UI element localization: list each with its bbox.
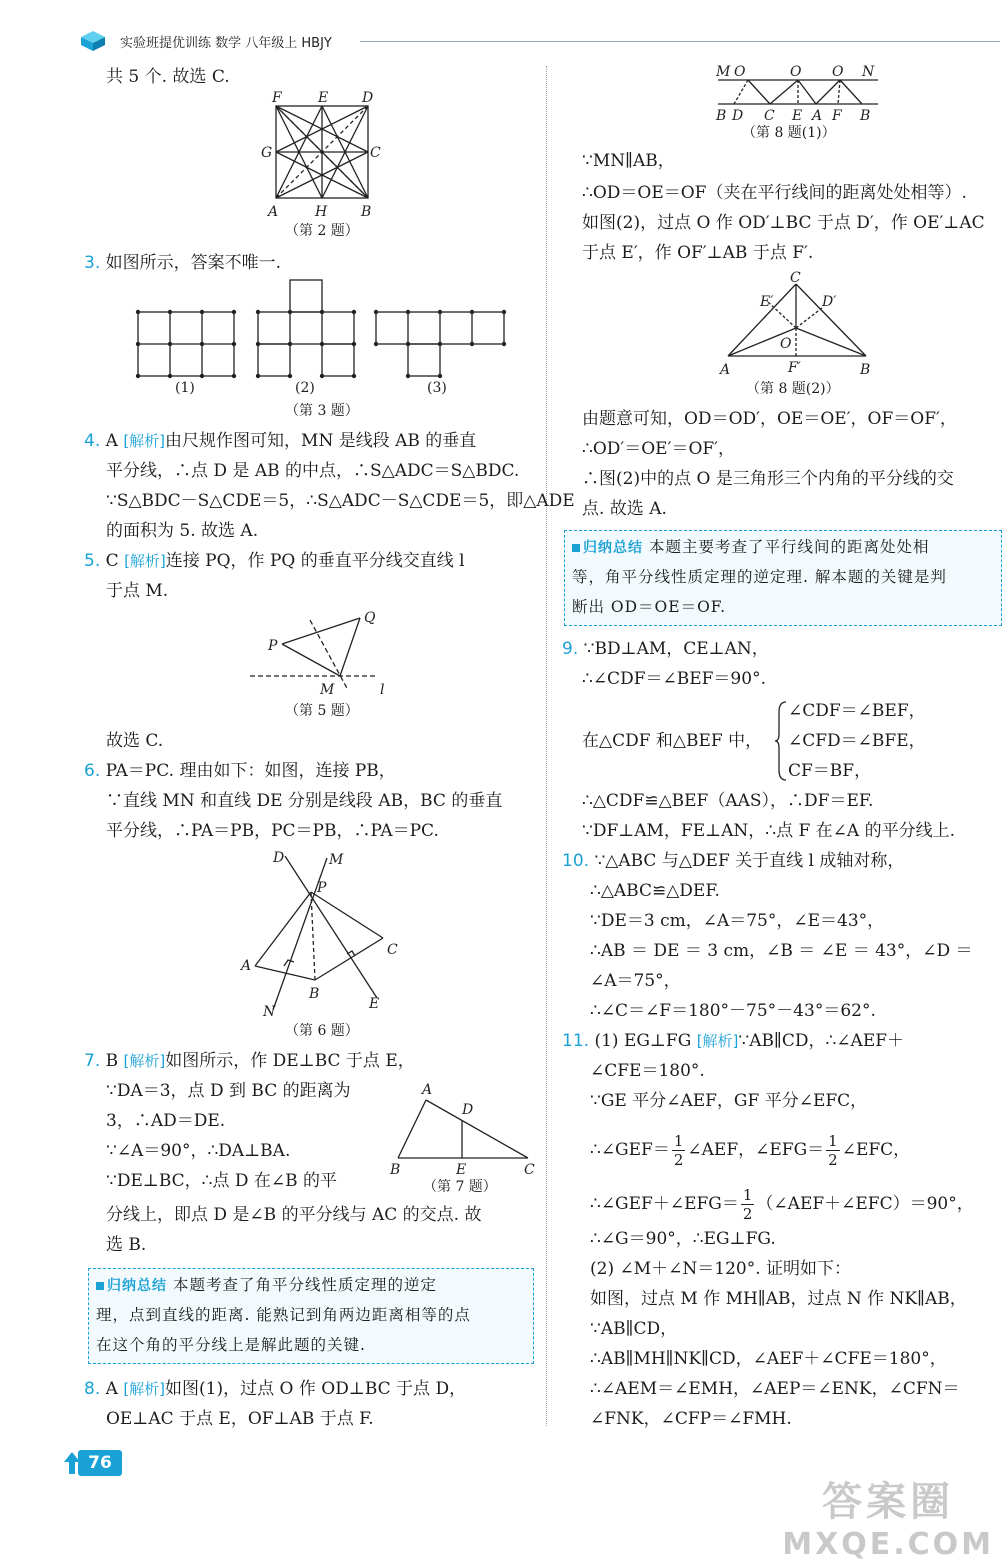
figure-q3 bbox=[130, 280, 510, 380]
svg-text:O: O bbox=[734, 64, 746, 80]
svg-text:M: M bbox=[716, 64, 731, 80]
summary-line: 等，角平分线性质定理的逆定理. 解本题的关键是判 bbox=[572, 568, 947, 586]
text-line: OE⊥AC 于点 E，OF⊥AB 于点 F. bbox=[106, 1409, 374, 1429]
fraction bbox=[826, 1132, 840, 1169]
bullet-icon bbox=[572, 544, 580, 552]
svg-text:E: E bbox=[318, 90, 329, 106]
watermark bbox=[782, 1470, 994, 1562]
text: 本题主要考查了平行线间的距离处处相 bbox=[648, 538, 930, 556]
text-line: ∠FNK，∠CFP＝∠FMH. bbox=[590, 1409, 792, 1429]
question-8 bbox=[84, 1378, 466, 1400]
question-number: 6. bbox=[84, 761, 101, 781]
figure-caption: （第 2 题） bbox=[285, 223, 359, 239]
figure-caption: （第 8 题(1)） bbox=[742, 125, 836, 141]
svg-text:B: B bbox=[860, 362, 871, 378]
text-line: 3，∴AD＝DE. bbox=[106, 1111, 226, 1131]
svg-text:B: B bbox=[309, 986, 320, 1002]
answer: A bbox=[105, 431, 118, 451]
numerator: 1 bbox=[828, 1132, 838, 1150]
svg-text:B: B bbox=[390, 1162, 401, 1178]
svg-text:O: O bbox=[790, 64, 802, 80]
question-number: 8. bbox=[84, 1379, 101, 1399]
text-line: ∠CFE＝180°. bbox=[590, 1061, 705, 1081]
text: ∴∠GEF＋∠EFG＝ bbox=[590, 1194, 739, 1214]
text: ∵△ABC 与△DEF 关于直线 l 成轴对称， bbox=[594, 851, 905, 871]
figure-caption: （第 5 题） bbox=[285, 703, 359, 719]
text-line: ∵S△BDC－S△CDE＝5，∴S△ADC－S△CDE＝5，即△ADE bbox=[106, 491, 575, 511]
text: （∠AEF＋∠EFC）＝90°， bbox=[756, 1194, 974, 1214]
svg-text:A: A bbox=[720, 362, 731, 378]
svg-text:Q: Q bbox=[364, 610, 376, 626]
svg-text:F′: F′ bbox=[788, 360, 801, 376]
text-line: 共 5 个. 故选 C. bbox=[106, 67, 230, 87]
left-brace bbox=[774, 700, 788, 782]
summary-tag: 归纳总结 bbox=[583, 540, 643, 556]
answer: C bbox=[105, 551, 119, 571]
svg-text:P: P bbox=[268, 638, 278, 654]
system-line: CF＝BF， bbox=[788, 761, 872, 781]
svg-text:F: F bbox=[272, 90, 282, 106]
system-line: ∠CFD＝∠BFE， bbox=[788, 731, 926, 751]
summary-line: 理，点到直线的距离. 能熟记到角两边距离相等的点 bbox=[96, 1306, 471, 1324]
text-line: ∴AB∥MH∥NK∥CD，∠AEF＋∠CFE＝180°， bbox=[590, 1349, 947, 1369]
text-line: (2) ∠M＋∠N＝120°. 证明如下： bbox=[590, 1259, 852, 1279]
text: 如图(1)，过点 O 作 OD⊥BC 于点 D， bbox=[165, 1379, 467, 1399]
question-11 bbox=[562, 1030, 904, 1052]
text-line: 如图，过点 M 作 MH∥AB，过点 N 作 NK∥AB， bbox=[590, 1289, 967, 1309]
system-line: ∠CDF＝∠BEF， bbox=[788, 701, 926, 721]
text-line: 的面积为 5. 故选 A. bbox=[106, 521, 259, 541]
figure-q8-1 bbox=[712, 62, 887, 122]
svg-text:O: O bbox=[832, 64, 844, 80]
figure-q7 bbox=[388, 1078, 540, 1178]
figure-caption: （第 8 题(2)） bbox=[746, 381, 840, 397]
text-line: ∵DF⊥AM，FE⊥AN，∴点 F 在∠A 的平分线上. bbox=[582, 821, 956, 841]
figure-q6 bbox=[235, 848, 415, 1018]
text-line: ∵DE⊥BC，∴点 D 在∠B 的平 bbox=[106, 1171, 338, 1191]
figure-caption: （第 6 题） bbox=[285, 1023, 359, 1039]
question-number: 4. bbox=[84, 431, 101, 451]
text: ∠AEF，∠EFG＝ bbox=[687, 1140, 825, 1160]
question-7 bbox=[84, 1050, 415, 1072]
svg-text:D′: D′ bbox=[822, 294, 837, 310]
text-line: ∴OD＝OE＝OF（夹在平行线间的距离处处相等）. bbox=[582, 183, 967, 203]
answer: B bbox=[105, 1051, 119, 1071]
text-line: ∴OD′＝OE′＝OF′， bbox=[582, 439, 736, 459]
text: ∴∠GEF＝ bbox=[590, 1140, 670, 1160]
text-line: ∵GE 平分∠AEF，GF 平分∠EFC， bbox=[590, 1091, 868, 1111]
text-line: ∴∠CDF＝∠BEF＝90°. bbox=[582, 669, 766, 689]
question-5 bbox=[84, 550, 465, 572]
svg-text:G: G bbox=[261, 145, 273, 161]
text-line: ∴AB ＝ DE ＝ 3 cm，∠B ＝ ∠E ＝ 43°，∠D ＝ bbox=[590, 941, 973, 961]
page-header bbox=[80, 30, 1000, 52]
text-line: 分线上，即点 D 是∠B 的平分线与 AC 的交点. 故 bbox=[106, 1205, 482, 1225]
text-line: 由题意可知，OD＝OD′，OE＝OE′，OF＝OF′， bbox=[582, 409, 957, 429]
text-line: 于点 E′，作 OF′⊥AB 于点 F′. bbox=[582, 243, 814, 263]
svg-text:D: D bbox=[362, 90, 374, 106]
text-line: 平分线，∴点 D 是 AB 的中点，∴S△ADC＝S△BDC. bbox=[106, 461, 520, 481]
text: 如图所示，答案不唯一. bbox=[105, 253, 282, 273]
text-line: ∵直线 MN 和直线 DE 分别是线段 AB，BC 的垂直 bbox=[106, 791, 503, 811]
fraction bbox=[672, 1132, 686, 1169]
text-line: ∵AB∥CD， bbox=[590, 1319, 678, 1339]
svg-text:D: D bbox=[732, 108, 744, 124]
summary-line bbox=[572, 536, 929, 559]
text-line: 故选 C. bbox=[106, 731, 164, 751]
svg-text:B: B bbox=[361, 204, 372, 220]
summary-line bbox=[96, 1274, 437, 1297]
sub-caption: (2) bbox=[295, 380, 315, 396]
question-10 bbox=[562, 850, 904, 872]
svg-text:C: C bbox=[764, 108, 775, 124]
analysis-tag: [解析] bbox=[124, 552, 166, 570]
text-line: ∴△ABC≌△DEF. bbox=[590, 881, 720, 901]
question-number: 11. bbox=[562, 1031, 590, 1051]
text-line: ∴∠AEM＝∠EMH，∠AEP＝∠ENK，∠CFN＝ bbox=[590, 1379, 960, 1399]
watermark-url: MXQE.COM bbox=[782, 1527, 994, 1562]
svg-text:C: C bbox=[370, 145, 381, 161]
svg-text:H: H bbox=[315, 204, 328, 220]
answer: A bbox=[105, 1379, 118, 1399]
text-line: 于点 M. bbox=[106, 581, 169, 601]
svg-text:A: A bbox=[268, 204, 279, 220]
analysis-tag: [解析] bbox=[123, 432, 166, 450]
figure-caption: （第 3 题） bbox=[285, 403, 359, 419]
question-number: 9. bbox=[562, 639, 579, 659]
analysis-tag: [解析] bbox=[123, 1380, 166, 1398]
numerator: 1 bbox=[673, 1132, 684, 1150]
svg-text:C: C bbox=[790, 270, 801, 286]
figure-q5 bbox=[248, 606, 398, 696]
denominator: 2 bbox=[673, 1151, 684, 1169]
denominator: 2 bbox=[742, 1205, 753, 1223]
text: ∵AB∥CD，∴∠AEF＋ bbox=[738, 1031, 905, 1051]
svg-text:B: B bbox=[860, 108, 871, 124]
question-number: 5. bbox=[84, 551, 101, 571]
summary-tag: 归纳总结 bbox=[107, 1278, 167, 1294]
text-line: 在△CDF 和△BEF 中， bbox=[582, 731, 763, 751]
text-line: 平分线，∴PA＝PB，PC＝PB，∴PA＝PC. bbox=[106, 821, 439, 841]
fraction-line bbox=[590, 1132, 910, 1169]
page-number: 76 bbox=[78, 1450, 122, 1476]
numerator: 1 bbox=[742, 1186, 753, 1204]
svg-text:C: C bbox=[524, 1162, 535, 1178]
figure-q8-2 bbox=[716, 268, 886, 378]
figure-caption: （第 7 题） bbox=[423, 1179, 497, 1195]
svg-text:A: A bbox=[812, 108, 823, 124]
text: 由尺规作图可知，MN 是线段 AB 的垂直 bbox=[165, 431, 477, 451]
svg-text:D: D bbox=[462, 1102, 474, 1118]
book-cube-icon bbox=[80, 30, 106, 52]
text: PA＝PC. 理由如下：如图，连接 PB， bbox=[105, 761, 396, 781]
text-line: ∵∠A＝90°，∴DA⊥BA. bbox=[106, 1141, 291, 1161]
summary-line: 在这个角的平分线上是解此题的关键. bbox=[96, 1336, 366, 1354]
svg-text:E: E bbox=[456, 1162, 467, 1178]
question-number: 7. bbox=[84, 1051, 101, 1071]
svg-text:E: E bbox=[792, 108, 803, 124]
svg-text:O: O bbox=[780, 336, 792, 352]
text: (1) EG⊥FG bbox=[594, 1031, 692, 1051]
sub-caption: (3) bbox=[427, 380, 447, 396]
question-4 bbox=[84, 430, 476, 452]
fraction bbox=[741, 1186, 755, 1223]
svg-text:B: B bbox=[716, 108, 727, 124]
text-line: ∠A＝75°， bbox=[590, 971, 681, 991]
svg-text:M: M bbox=[320, 682, 335, 698]
figure-q2 bbox=[258, 92, 388, 222]
text-line: 如图(2)，过点 O 作 OD′⊥BC 于点 D′，作 OE′⊥AC bbox=[582, 213, 985, 233]
text-line: ∴∠G＝90°，∴EG⊥FG. bbox=[590, 1229, 776, 1249]
svg-text:E: E bbox=[369, 996, 380, 1012]
question-3 bbox=[84, 252, 281, 274]
text-line: 选 B. bbox=[106, 1235, 147, 1255]
svg-text:N: N bbox=[263, 1004, 276, 1020]
text: 如图所示，作 DE⊥BC 于点 E， bbox=[165, 1051, 415, 1071]
svg-text:E′: E′ bbox=[760, 294, 774, 310]
text-line: 点. 故选 A. bbox=[582, 499, 667, 519]
text-line: ∴△CDF≌△BEF（AAS），∴DF＝EF. bbox=[582, 791, 874, 811]
text: 本题考查了角平分线性质定理的逆定 bbox=[172, 1276, 437, 1294]
svg-text:A: A bbox=[422, 1082, 433, 1098]
text-line: ∵DE＝3 cm，∠A＝75°，∠E＝43°， bbox=[590, 911, 885, 931]
text-line: ∴图(2)中的点 O 是三角形三个内角的平分线的交 bbox=[582, 469, 954, 489]
text-line: ∴∠C＝∠F＝180°－75°－43°＝62°. bbox=[590, 1001, 876, 1021]
bullet-icon bbox=[96, 1282, 104, 1290]
svg-text:M: M bbox=[329, 852, 344, 868]
watermark-logo: 答案圈 bbox=[822, 1479, 955, 1525]
analysis-tag: [解析] bbox=[696, 1032, 739, 1050]
svg-text:F: F bbox=[832, 108, 842, 124]
text: 连接 PQ，作 PQ 的垂直平分线交直线 l bbox=[165, 551, 465, 571]
svg-text:A: A bbox=[241, 958, 252, 974]
question-6 bbox=[84, 760, 396, 782]
text-line: ∵DA＝3，点 D 到 BC 的距离为 bbox=[106, 1081, 351, 1101]
header-title: 实验班提优训练 数学 八年级上 HBJY bbox=[120, 36, 332, 51]
question-number: 3. bbox=[84, 253, 101, 273]
svg-text:l: l bbox=[380, 682, 385, 698]
text: ∵BD⊥AM，CE⊥AN， bbox=[583, 639, 769, 659]
svg-text:N: N bbox=[862, 64, 875, 80]
question-9 bbox=[562, 638, 769, 660]
text-line: ∵MN∥AB， bbox=[582, 151, 675, 171]
header-rule bbox=[360, 41, 1000, 42]
svg-text:P: P bbox=[317, 880, 327, 896]
question-number: 10. bbox=[562, 851, 590, 871]
svg-text:D: D bbox=[273, 850, 285, 866]
column-divider bbox=[546, 66, 547, 1426]
sub-caption: (1) bbox=[175, 380, 195, 396]
text: ∠EFC， bbox=[841, 1140, 911, 1160]
denominator: 2 bbox=[828, 1151, 838, 1169]
summary-line: 断出 OD＝OE＝OF. bbox=[572, 598, 727, 616]
svg-text:C: C bbox=[387, 942, 398, 958]
fraction-line bbox=[590, 1186, 974, 1223]
analysis-tag: [解析] bbox=[123, 1052, 166, 1070]
